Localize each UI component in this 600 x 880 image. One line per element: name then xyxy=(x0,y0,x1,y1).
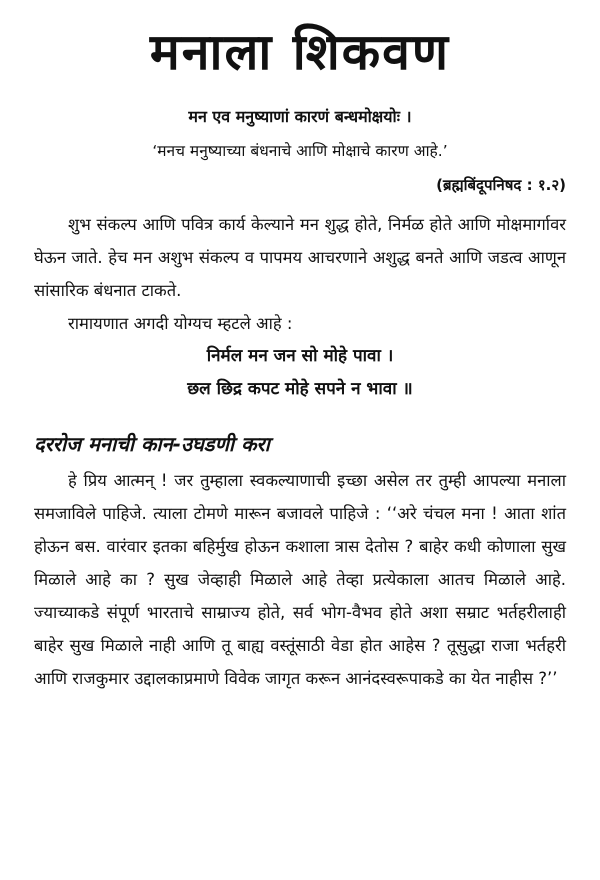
verse-translation: ‘मनच मनुष्याच्या बंधनाचे आणि मोक्षाचे कारण आहे.’ xyxy=(152,142,448,160)
section-heading: दररोज मनाची कान-उघडणी करा xyxy=(34,432,270,456)
couplet-line-1: निर्मल मन जन सो मोहे पावा । xyxy=(206,346,394,366)
verse-citation: (ब्रह्मबिंदूपनिषद : १.२) xyxy=(436,176,566,194)
page-title: मनाला शिकवण xyxy=(149,23,451,81)
couplet-line-2: छल छिद्र कपट मोहे सपने न भावा ॥ xyxy=(187,379,413,399)
body-paragraph-2: हे प्रिय आत्मन् ! जर तुम्हाला स्वकल्याणाची इच्छा असेल तर तुम्ही आपल्या मनाला समजाविले पाहिजे. त्याला टोमणे मारून बजावले पाहिजे : ‘‘अरे चंचल मना ! आता शांत होऊन बस. वारंवार इतका बहिर्मुख होऊन कशाला त्रास देतोस ? बाहेर कधी कोणाला सुख मिळाले आहे का ? सुख जेव्हाही मिळाले आहे तेव्हा प्रत्येकाला आतच मिळाले आहे. ज्याच्याकडे संपूर्ण भारताचे साम्राज्य होते, सर्व भोग-वैभव होते अशा सम्राट भर्तहरीलाही बाहेर सुख मिळाले नाही आणि तू बाह्य वस्तूंसाठी वेडा होत आहेस ? तूसुद्धा राजा भर्तहरी आणि राजकुमार उद्दालकाप्रमाणे विवेक जागृत करून आनंदस्वरूपाकडे का येत नाहीस ?’’ xyxy=(34,471,566,688)
ramayan-intro: रामायणात अगदी योग्यच म्हटले आहे : xyxy=(68,314,293,333)
sanskrit-verse: मन एव मनुष्याणां कारणं बन्धमोक्षयोः । xyxy=(188,107,412,126)
body-paragraph-1: शुभ संकल्प आणि पवित्र कार्य केल्याने मन शुद्ध होते, निर्मळ होते आणि मोक्षमार्गावर घेऊन जाते. हेच मन अशुभ संकल्प व पापमय आचरणाने अशुद्ध बनते आणि जडत्व आणून सांसारिक बंधनात टाकते. xyxy=(34,215,566,300)
